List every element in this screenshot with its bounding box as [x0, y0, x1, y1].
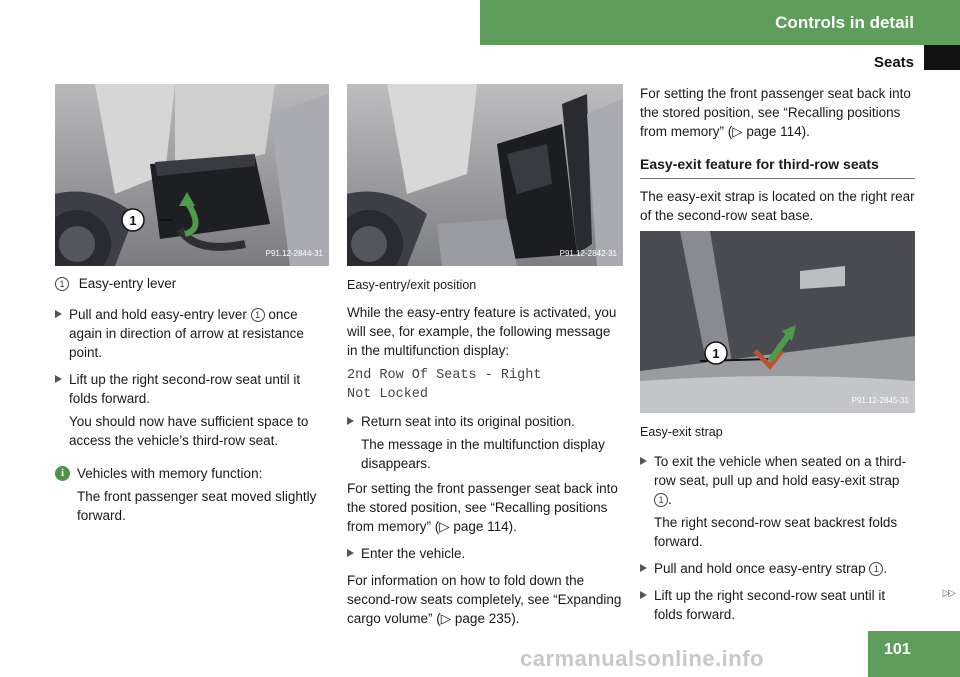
column-3: [640, 84, 915, 628]
info-note: [55, 464, 329, 525]
paragraph: For information on how to fold down the second-row seats completely, see “Expanding cargo volume” (▷ page 235).: [347, 573, 622, 626]
step-text: Pull and hold easy-entry lever: [69, 307, 247, 322]
legend-text: Easy-entry lever: [78, 276, 177, 291]
step-text: Lift up the right second-row seat until it folds forward.: [654, 588, 886, 622]
watermark: carmanualsonline.info: [520, 646, 764, 671]
photo-caption: Easy-exit strap: [640, 425, 723, 439]
step-text: Lift up the right second-row seat until it folds forward.: [69, 372, 301, 406]
strap-illustration: [640, 231, 915, 413]
section-title: Controls in detail: [775, 12, 914, 32]
step-note: The right second-row seat backrest folds forward.: [654, 515, 898, 549]
inline-callout: 1: [654, 493, 668, 507]
step-text: To exit the vehicle when seated on a third-row seat, pull up and hold easy-exit strap: [654, 454, 907, 488]
inline-callout: 1: [251, 308, 265, 322]
photo-caption: Easy-entry/exit position: [347, 278, 477, 292]
step-text: Return seat into its original position.: [361, 414, 575, 429]
column-1: [55, 84, 329, 525]
bullet-arrow-icon: [640, 591, 647, 599]
photo-code: P91.12-2844-31: [265, 249, 323, 258]
photo-callout-1: 1: [712, 346, 720, 361]
step-text: Enter the vehicle.: [361, 546, 466, 561]
bullet-arrow-icon: [55, 310, 62, 318]
continue-marker-icon: ▷▷: [942, 588, 954, 599]
easy-entry-position-photo: [347, 84, 623, 266]
photo-legend: [55, 274, 329, 293]
legend-number: 1: [55, 277, 69, 291]
easy-exit-strap-photo: [640, 231, 915, 413]
info-icon: i: [55, 466, 70, 481]
photo-callout-1: 1: [129, 213, 137, 228]
step-pull-exit-strap: To exit the vehicle when seated on a third-row seat, pull up and hold easy-exit strap 1 .: [640, 452, 915, 509]
photo-code: P91.12-2842-31: [559, 249, 617, 258]
subsection-title: Seats: [873, 54, 914, 71]
header-marker-block: [924, 45, 960, 70]
column-2: [347, 84, 623, 634]
bullet-arrow-icon: [347, 549, 354, 557]
folded-seat-illustration: [347, 84, 623, 266]
paragraph: For setting the front passenger seat back into the stored position, see “Recalling positions from memory” (▷ page 114).: [347, 481, 618, 534]
step-return-seat: [347, 412, 623, 431]
bullet-arrow-icon: [640, 564, 647, 572]
step-note: You should now have sufficient space to access the vehicle’s third-row seat.: [69, 414, 309, 448]
step-pull-lever: [55, 305, 329, 362]
info-text: The front passenger seat moved slightly forward.: [77, 489, 317, 523]
section-heading: Easy-exit feature for third-row seats: [640, 155, 915, 179]
inline-callout: 1: [869, 562, 883, 576]
display-message: [347, 366, 623, 404]
display-line: 2nd Row Of Seats - Right: [347, 368, 542, 383]
bullet-arrow-icon: [347, 417, 354, 425]
photo-code: P91.12-2845-31: [851, 396, 909, 405]
paragraph: While the easy-entry feature is activated, you will see, for example, the following message in the multifunction display:: [347, 305, 617, 358]
seat-lever-illustration: [55, 84, 329, 266]
paragraph: The easy-exit strap is located on the right rear of the second-row seat base.: [640, 189, 915, 223]
step-lift-seat: [55, 370, 329, 408]
page-number: 101: [868, 631, 960, 677]
step-pull-entry-strap: Pull and hold once easy-entry strap 1 .: [640, 559, 915, 578]
paragraph: For setting the front passenger seat back into the stored position, see “Recalling positions from memory” (▷ page 114).: [640, 86, 911, 139]
step-lift-seat: [640, 586, 915, 624]
info-title: Vehicles with memory function:: [77, 466, 263, 481]
display-line: Not Locked: [347, 387, 429, 402]
step-note: The message in the multifunction display disappears.: [361, 437, 605, 471]
step-enter-vehicle: [347, 544, 623, 563]
bullet-arrow-icon: [55, 375, 62, 383]
step-text: Pull and hold once easy-entry strap: [654, 561, 866, 576]
bullet-arrow-icon: [640, 457, 647, 465]
section-header: [480, 0, 960, 45]
step-text: once again in direction of arrow at resistance point.: [69, 307, 304, 360]
easy-entry-lever-photo: [55, 84, 329, 266]
